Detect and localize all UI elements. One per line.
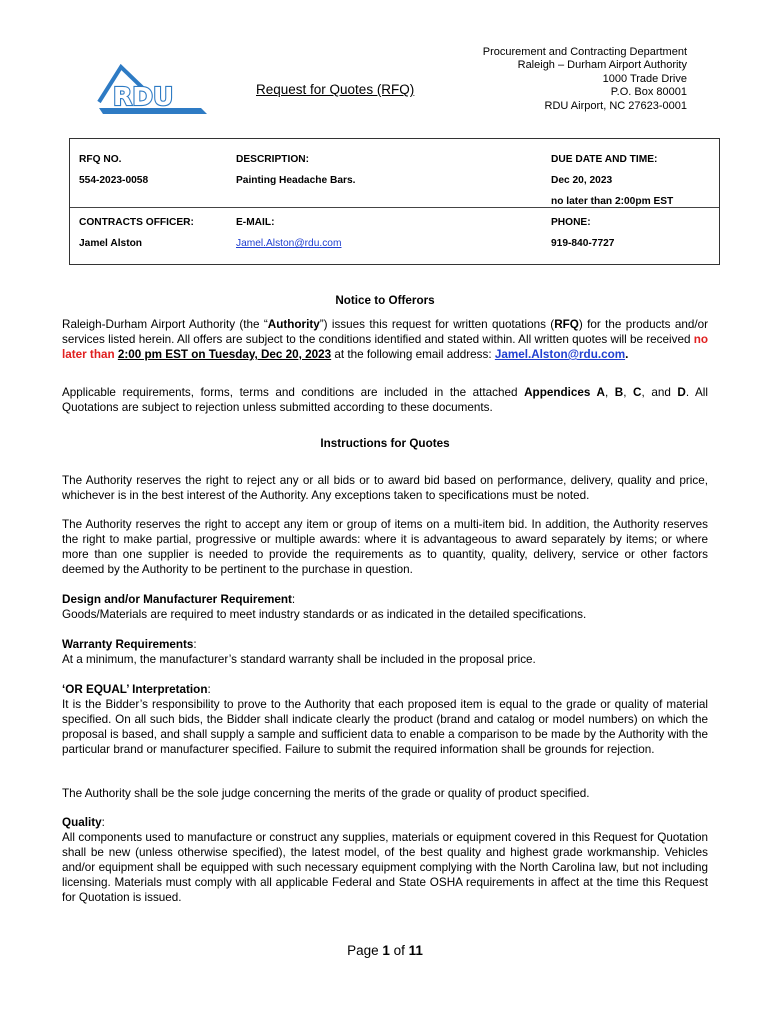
- department-line: RDU Airport, NC 27623-0001: [544, 99, 687, 112]
- contracts-officer-label: CONTRACTS OFFICER:: [79, 217, 194, 228]
- authority-term: Authority: [267, 318, 320, 331]
- phone-value: 919-840-7727: [551, 238, 615, 249]
- rdu-logo: [97, 64, 207, 116]
- text-span: :: [207, 683, 211, 696]
- due-date-label: DUE DATE AND TIME:: [551, 154, 658, 165]
- rfq-no-value: 554-2023-0058: [79, 175, 149, 186]
- or-equal-heading: ‘OR EQUAL’ Interpretation: [62, 683, 208, 696]
- text-span: , and: [641, 386, 678, 399]
- or-equal-text: It is the Bidder’s responsibility to prove to the Authority that each proposed item is equal to the grade or quality of material specified. On all such bids, the Bidder shall indicate clearly the product (brand and catalog or model numbers) on which the proposal is based, and shall supply a sample and sufficient data to enable a comparison to be made by the Authority with the particular brand or manufacturer specified. Failure to submit the required information shall be grounds for rejection.: [62, 698, 708, 756]
- warranty-heading: Warranty Requirements: [62, 638, 194, 651]
- deadline-datetime: 2:00 pm EST on Tuesday, Dec 20, 2023: [117, 348, 332, 361]
- logo-text: RDU: [113, 82, 174, 111]
- text-span: . All Quotations are subject to rejection unless submitted according to these documents.: [62, 386, 709, 414]
- text-span: Raleigh-Durham Airport Authority (the “: [62, 318, 268, 331]
- contracts-officer-value: Jamel Alston: [79, 238, 143, 249]
- instructions-paragraph-2: The Authority reserves the right to accept any item or group of items on a multi-item bid. In addition, the Authority reserves the right to make partial, progressive or multiple awards: where it is advantageous to award separately by items; or where more than one supplier is needed to provide the requirements as to quantity, quality, delivery, service or other factors deemed by the Authority to be pertinent to the purchase in question.: [62, 518, 708, 576]
- page-total: 11: [408, 943, 423, 958]
- page-number: [0, 943, 770, 958]
- department-line: 1000 Trade Drive: [602, 72, 687, 85]
- department-line: Raleigh – Durham Airport Authority: [517, 59, 687, 72]
- design-text: Goods/Materials are required to meet industry standards or as indicated in the detailed specifications.: [62, 608, 587, 621]
- page-current: 1: [382, 943, 390, 958]
- judge-paragraph: The Authority shall be the sole judge concerning the merits of the grade or quality of product specified.: [62, 787, 590, 800]
- notice-paragraph-2: [62, 385, 708, 415]
- warranty-section: [62, 637, 708, 667]
- description-value: Painting Headache Bars.: [236, 175, 356, 186]
- phone-label: PHONE:: [551, 217, 591, 228]
- description-label: DESCRIPTION:: [236, 154, 310, 165]
- text-span: ”) issues this request for written quotations (: [319, 318, 555, 331]
- rfq-term: RFQ: [554, 318, 579, 331]
- page-of: of: [389, 943, 409, 958]
- appendix-a: Appendices A: [524, 386, 605, 399]
- rfq-no-label: RFQ NO.: [79, 154, 122, 165]
- text-span: at the following email address:: [331, 348, 495, 361]
- text-span: ) for the products and/or services listed herein. All offers are subject to the conditions identified and stated within. All written quotes will be received: [62, 318, 709, 346]
- department-address: [483, 46, 687, 113]
- quality-heading: Quality: [62, 816, 102, 829]
- instructions-heading: Instructions for Quotes: [320, 437, 450, 450]
- notice-email-link[interactable]: Jamel.Alston@rdu.com: [494, 348, 626, 361]
- text-span: :: [193, 638, 197, 651]
- department-line: P.O. Box 80001: [610, 86, 687, 99]
- text-span: Applicable requirements, forms, terms and conditions are included in the attached: [62, 386, 525, 399]
- design-heading: Design and/or Manufacturer Requirement: [62, 593, 292, 606]
- instructions-paragraph-1: The Authority reserves the right to reject any or all bids or to award bid based on performance, delivery, quality and price, whichever is in the best interest of the Authority. Any exceptions taken to specifications must be noted.: [62, 474, 708, 502]
- quality-section: [62, 815, 708, 905]
- notice-paragraph-1: [62, 317, 708, 362]
- or-equal-section: [62, 682, 708, 757]
- due-time-value: no later than 2:00pm EST: [551, 196, 674, 207]
- email-label: E-MAIL:: [236, 217, 275, 228]
- rfq-info-table: [69, 138, 720, 265]
- page-prefix: Page: [347, 943, 383, 958]
- appendix-c: C: [633, 386, 642, 399]
- notice-heading: Notice to Offerors: [335, 294, 435, 307]
- design-section: [62, 592, 708, 622]
- text-span: :: [101, 816, 105, 829]
- table-divider: [70, 207, 719, 208]
- appendix-b: B: [614, 386, 624, 399]
- text-span: ,: [604, 386, 615, 399]
- warranty-text: At a minimum, the manufacturer’s standard warranty shall be included in the proposal price.: [62, 653, 536, 666]
- text-span: .: [625, 348, 629, 361]
- rdu-logo-icon: [97, 64, 207, 116]
- quality-text: All components used to manufacture or construct any supplies, materials or equipment covered in this Request for Quotation shall be new (unless otherwise specified), the latest model, of the best quality and highest grade workmanship. Vehicles and/or equipment shall be equipped with such necessary equipment complying with the North Carolina law, but not including licensing. Materials must comply with all applicable Federal and State OSHA requirements in affect at the time this Request for Quotation is issued.: [62, 831, 708, 904]
- text-span: :: [291, 593, 296, 606]
- deadline-emphasis: no later than: [62, 333, 708, 361]
- due-date-value: Dec 20, 2023: [551, 175, 613, 186]
- email-link[interactable]: Jamel.Alston@rdu.com: [236, 238, 342, 249]
- department-line: Procurement and Contracting Department: [482, 46, 687, 58]
- appendix-d: D: [677, 386, 686, 399]
- text-span: ,: [623, 386, 634, 399]
- page-title: Request for Quotes (RFQ): [256, 82, 415, 97]
